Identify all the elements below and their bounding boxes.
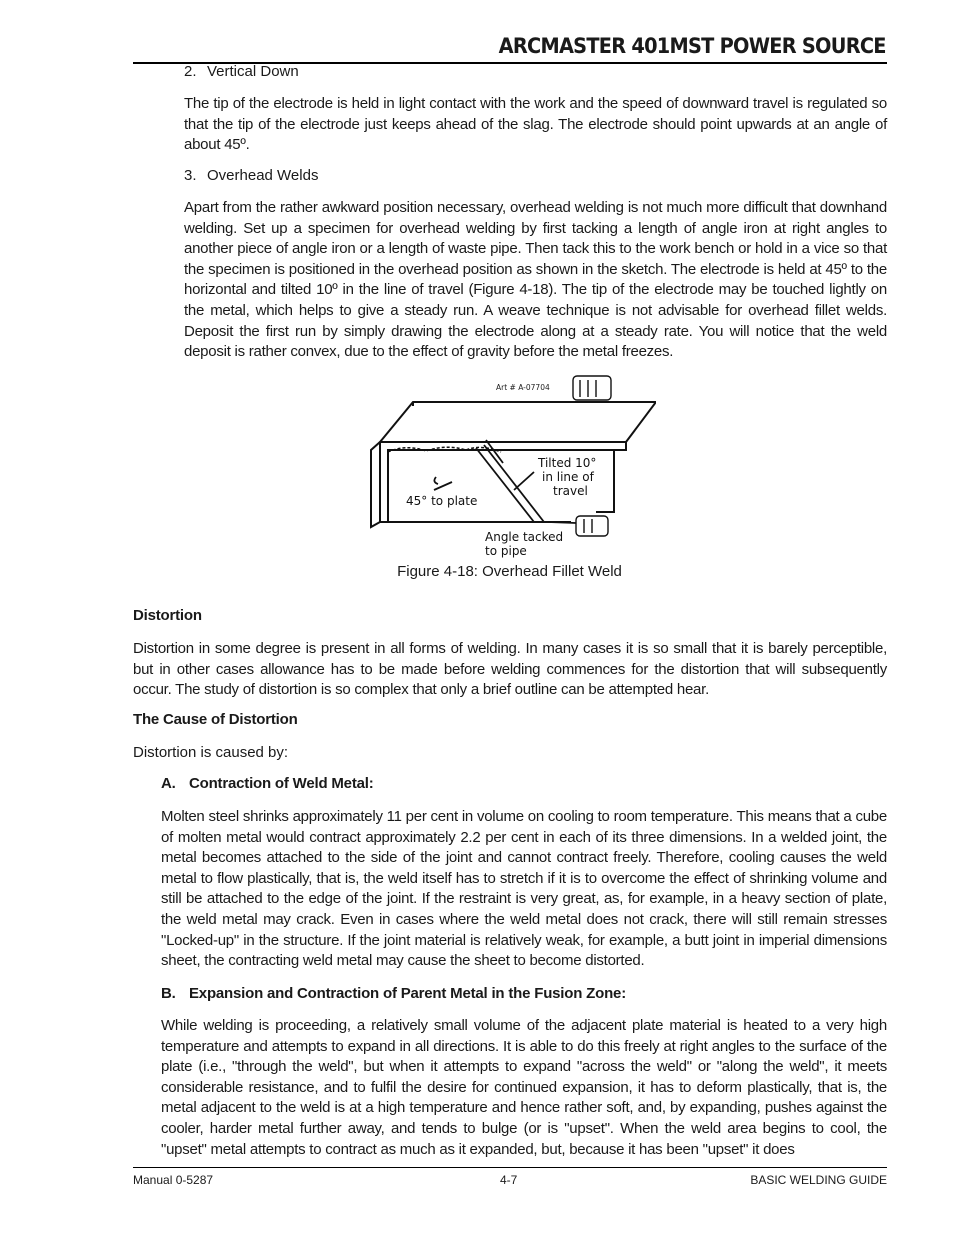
expansion-paragraph: While welding is proceeding, a relatively small volume of the adjacent plate material is heated to a very high temperature and attempts to expand in all directions. It is able to do this freely at right angles to the surface of the plate (i.e., "through the weld", but when it attempts to expand "across the weld" or "along the weld", it meets considerable resistance, and to fulfil the desire for continued expansion, it has to deform plastically, that is, the metal adjacent to the weld is at a high temperature and hence rather soft, and, by expanding, pushes against the cooler, harder metal further away, and tends to bulge (or is "upset". When the weld area begins to cool, the "upset" metal attempts to contract as much as it expanded, but, because it has been "upset" it does [161, 1017, 887, 1158]
subheading-b-label: B. [161, 985, 176, 1002]
art-number: Art # A-07704 [496, 383, 550, 392]
footer-guide-title: BASIC WELDING GUIDE [750, 1173, 887, 1187]
item-number: 3. [184, 167, 197, 184]
footer-page-number: 4-7 [500, 1173, 518, 1187]
overhead-fillet-weld-figure [366, 372, 656, 562]
list-item-overhead-welds [184, 166, 318, 186]
footer-rule [133, 1167, 887, 1168]
subheading-b-text: Expansion and Contraction of Parent Metal in the Fusion Zone: [189, 985, 626, 1002]
label-45-to-plate: 45° to plate [406, 494, 478, 508]
subheading-a-label: A. [161, 775, 176, 792]
vertical-down-paragraph: The tip of the electrode is held in light contact with the work and the speed of downward travel is regulated so that the tip of the electrode just keeps ahead of the slag. The electrode should point upwards at an angle of about 45º. [184, 95, 887, 154]
label-tilted-line3: travel [553, 484, 588, 498]
label-tilted-line1: Tilted 10° [538, 456, 597, 470]
item-label: Vertical Down [207, 63, 299, 80]
cause-heading: The Cause of Distortion [133, 711, 298, 728]
subheading-b [161, 985, 626, 1002]
label-tilted-line2: in line of [542, 470, 594, 484]
label-angle-line2: to pipe [485, 544, 527, 558]
distortion-heading: Distortion [133, 607, 202, 624]
list-item-vertical-down [184, 62, 299, 82]
page-header-title: ARCMASTER 401MST POWER SOURCE [498, 34, 886, 58]
cause-intro: Distortion is caused by: [133, 744, 289, 761]
subheading-a [161, 775, 374, 792]
overhead-welds-paragraph: Apart from the rather awkward position necessary, overhead welding is not much more difficult that downhand welding. Set up a specimen for overhead welding by first tacking a length of angle iron at right angles to another piece of angle iron or a length of waste pipe. Then tack this to the work bench or hold in a vice so that the specimen is positioned in the overhead position as shown in the sketch. The electrode is held at 45º to the horizontal and tilted 10º in the line of travel (Figure 4-18). The tip of the electrode may be touched lightly on the metal, which helps to give a steady run. A weave technique is not advisable for overhead fillet welds. Deposit the first run by simply drawing the electrode along at a steady rate. You will notice that the weld deposit is rather convex, due to the effect of gravity before the metal freezes. [184, 199, 887, 361]
item-label: Overhead Welds [207, 167, 319, 184]
label-angle-line1: Angle tacked [485, 530, 564, 544]
contraction-paragraph: Molten steel shrinks approximately 11 per cent in volume on cooling to room temperature. This means that a cube of molten metal would contract approximately 2.2 per cent in each of its three dimensions. In a welded joint, the metal becomes attached to the side of the joint and cannot contract freely. Therefore, cooling causes the weld metal to flow plastically, that is, the weld itself has to stretch if it is to overcome the effect of shrinking volume and still be attached to the edge of the joint. If the restraint is very great, as, for example, in a heavy section of plate, the weld metal may crack. Even in cases where the weld metal does not crack, there will still remain stresses "Locked-up" in the structure. If the joint material is relatively weak, for example, a butt joint in imperial dimensions sheet, the contracting weld metal may cause the sheet to become distorted. [161, 808, 887, 970]
item-number: 2. [184, 63, 197, 80]
subheading-a-text: Contraction of Weld Metal: [189, 775, 374, 792]
figure-caption: Figure 4-18: Overhead Fillet Weld [397, 563, 622, 580]
footer-manual: Manual 0-5287 [133, 1173, 214, 1187]
distortion-paragraph: Distortion in some degree is present in all forms of welding. In many cases it is so small that it is barely perceptible, but in other cases allowance has to be made before welding commences for the distortion that will subsequently occur. The study of distortion is so complex that only a brief outline can be attempted hear. [133, 640, 887, 699]
